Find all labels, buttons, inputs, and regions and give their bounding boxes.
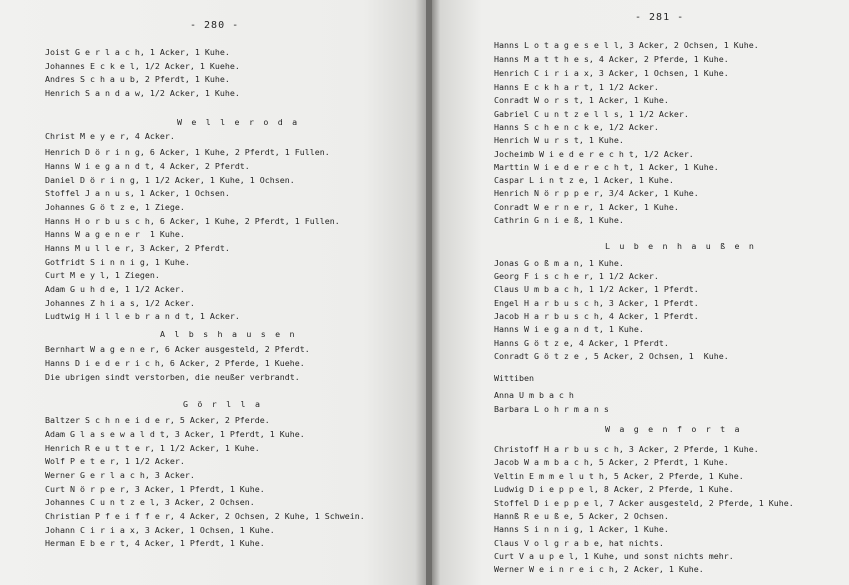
register-entry: Hanns S i n n i g, 1 Acker, 1 Kuhe. xyxy=(494,524,669,534)
register-entry: Herman E b e r t, 4 Acker, 1 Pferdt, 1 Kuhe. xyxy=(45,538,265,548)
page-number: - 280 - xyxy=(190,20,240,31)
register-entry: Conradt G ö t z e , 5 Acker, 2 Ochsen, 1 Kuhe. xyxy=(494,351,729,361)
register-entry: Daniel D ö r i n g, 1 1/2 Acker, 1 Kuhe, 1 Ochsen. xyxy=(45,175,295,185)
register-entry: Werner W e i n r e i c h, 2 Acker, 1 Kuhe. xyxy=(494,564,704,574)
register-entry: Stoffel J a n u s, 1 Acker, 1 Ochsen. xyxy=(45,188,230,198)
register-entry: Georg F i s c h e r, 1 1/2 Acker. xyxy=(494,271,659,281)
register-entry: Hanns G ö t z e, 4 Acker, 1 Pferdt. xyxy=(494,338,669,348)
register-entry: Henrich S a n d a w, 1/2 Acker, 1 Kuhe. xyxy=(45,88,240,98)
section-heading: W a g e n f o r t a xyxy=(605,424,742,434)
register-entry: Henrich W u r s t, 1 Kuhe. xyxy=(494,135,624,145)
register-entry: Hanns L o t a g e s e l l, 3 Acker, 2 Ochsen, 1 Kuhe. xyxy=(494,40,759,50)
register-entry: Hanns H o r b u s c h, 6 Acker, 1 Kuhe, 2 Pferdt, 1 Fullen. xyxy=(45,216,340,226)
register-entry: Gabriel C u n t z e l l s, 1 1/2 Acker. xyxy=(494,109,689,119)
register-entry: Die ubrigen sindt verstorben, die neußer verbrandt. xyxy=(45,372,300,382)
register-entry: Johannes G ö t z e, 1 Ziege. xyxy=(45,202,185,212)
register-entry: Curt M e y l, 1 Ziegen. xyxy=(45,270,160,280)
section-heading: G ö r l l a xyxy=(183,399,263,409)
register-entry: Stoffel D i e p p e l, 7 Acker ausgesteld, 2 Pferde, 1 Kuhe. xyxy=(494,498,794,508)
register-entry: Hanns W a g e n e r 1 Kuhe. xyxy=(45,229,185,239)
register-entry: Adam G u h d e, 1 1/2 Acker. xyxy=(45,284,185,294)
register-entry: Hanns D i e d e r i c h, 6 Acker, 2 Pferde, 1 Kuehe. xyxy=(45,358,305,368)
section-heading: L u b e n h a u ß e n xyxy=(605,241,757,251)
register-entry: Jacob H a r b u s c h, 4 Acker, 1 Pferdt. xyxy=(494,311,699,321)
register-entry: Wolf P e t e r, 1 1/2 Acker. xyxy=(45,456,185,466)
register-entry: Hannß R e u ß e, 5 Acker, 2 Ochsen. xyxy=(494,511,669,521)
register-entry: Werner G e r l a c h, 3 Acker. xyxy=(45,470,195,480)
register-entry: Henrich R e u t t e r, 1 1/2 Acker, 1 Kuhe. xyxy=(45,443,260,453)
register-entry: Claus V o l g r a b e, hat nichts. xyxy=(494,538,664,548)
register-entry: Hanns W i e g a n d t, 1 Kuhe. xyxy=(494,324,644,334)
register-entry: Wittiben xyxy=(494,373,534,383)
register-entry: Jocheimb W i e d e r e c h t, 1/2 Acker. xyxy=(494,149,694,159)
register-entry: Henrich D ö r i n g, 6 Acker, 1 Kuhe, 2 Pferdt, 1 Fullen. xyxy=(45,147,330,157)
register-entry: Bernhart W a g e n e r, 6 Acker ausgesteld, 2 Pferdt. xyxy=(45,344,310,354)
register-entry: Jonas G o ß m a n, 1 Kuhe. xyxy=(494,258,624,268)
register-entry: Adam G l a s e w a l d t, 3 Acker, 1 Pferdt, 1 Kuhe. xyxy=(45,429,305,439)
register-entry: Conradt W e r n e r, 1 Acker, 1 Kuhe. xyxy=(494,202,679,212)
register-entry: Ludwig D i e p p e l, 8 Acker, 2 Pferde, 1 Kuhe. xyxy=(494,484,734,494)
register-entry: Christian P f e i f f e r, 4 Acker, 2 Ochsen, 2 Kuhe, 1 Schwein. xyxy=(45,511,365,521)
register-entry: Conradt W o r s t, 1 Acker, 1 Kuhe. xyxy=(494,95,669,105)
register-entry: Johann C i r i a x, 3 Acker, 1 Ochsen, 1 Kuhe. xyxy=(45,525,275,535)
register-entry: Hanns M u l l e r, 3 Acker, 2 Pferdt. xyxy=(45,243,230,253)
register-entry: Ludtwig H i l l e b r a n d t, 1 Acker. xyxy=(45,311,240,321)
register-entry: Johannes C u n t z e l, 3 Acker, 2 Ochsen. xyxy=(45,497,255,507)
section-heading: A l b s h a u s e n xyxy=(160,329,297,339)
register-entry: Henrich C i r i a x, 3 Acker, 1 Ochsen, 1 Kuhe. xyxy=(494,68,729,78)
section-heading: W e l l e r o d a xyxy=(177,117,300,127)
register-entry: Johannes E c k e l, 1/2 Acker, 1 Kuehe. xyxy=(45,61,240,71)
register-entry: Curt V a u p e l, 1 Kuhe, und sonst nichts mehr. xyxy=(494,551,734,561)
register-entry: Gotfridt S i n n i g, 1 Kuhe. xyxy=(45,257,190,267)
register-entry: Baltzer S c h n e i d e r, 5 Acker, 2 Pferde. xyxy=(45,415,270,425)
register-entry: Henrich N ö r p p e r, 3/4 Acker, 1 Kuhe. xyxy=(494,188,699,198)
register-entry: Christoff H a r b u s c h, 3 Acker, 2 Pferde, 1 Kuhe. xyxy=(494,444,759,454)
right-page xyxy=(432,0,849,585)
register-entry: Jacob W a m b a c h, 5 Acker, 2 Pferdt, 1 Kuhe. xyxy=(494,457,729,467)
register-entry: Cathrin G n i e ß, 1 Kuhe. xyxy=(494,215,624,225)
register-entry: Anna U m b a c h xyxy=(494,390,574,400)
register-entry: Andres S c h a u b, 2 Pferdt, 1 Kuhe. xyxy=(45,74,230,84)
register-entry: Hanns E c k h a r t, 1 1/2 Acker. xyxy=(494,82,659,92)
register-entry: Hanns S c h e n c k e, 1/2 Acker. xyxy=(494,122,659,132)
register-entry: Barbara L o h r m a n s xyxy=(494,404,609,414)
register-entry: Hanns W i e g a n d t, 4 Acker, 2 Pferdt. xyxy=(45,161,250,171)
register-entry: Johannes Z h i a s, 1/2 Acker. xyxy=(45,298,195,308)
register-entry: Claus U m b a c h, 1 1/2 Acker, 1 Pferdt. xyxy=(494,284,699,294)
register-entry: Curt N ö r p e r, 3 Acker, 1 Pferdt, 1 Kuhe. xyxy=(45,484,265,494)
register-entry: Engel H a r b u s c h, 3 Acker, 1 Pferdt. xyxy=(494,298,699,308)
register-entry: Caspar L i n t z e, 1 Acker, 1 Kuhe. xyxy=(494,175,674,185)
register-entry: Joist G e r l a c h, 1 Acker, 1 Kuhe. xyxy=(45,47,230,57)
register-entry: Christ M e y e r, 4 Acker. xyxy=(45,131,175,141)
register-entry: Marttin W i e d e r e c h t, 1 Acker, 1 Kuhe. xyxy=(494,162,719,172)
register-entry: Veltin E m m e l u t h, 5 Acker, 2 Pferde, 1 Kuhe. xyxy=(494,471,744,481)
register-entry: Hanns M a t t h e s, 4 Acker, 2 Pferde, 1 Kuhe. xyxy=(494,54,729,64)
page-number: - 281 - xyxy=(635,12,685,23)
